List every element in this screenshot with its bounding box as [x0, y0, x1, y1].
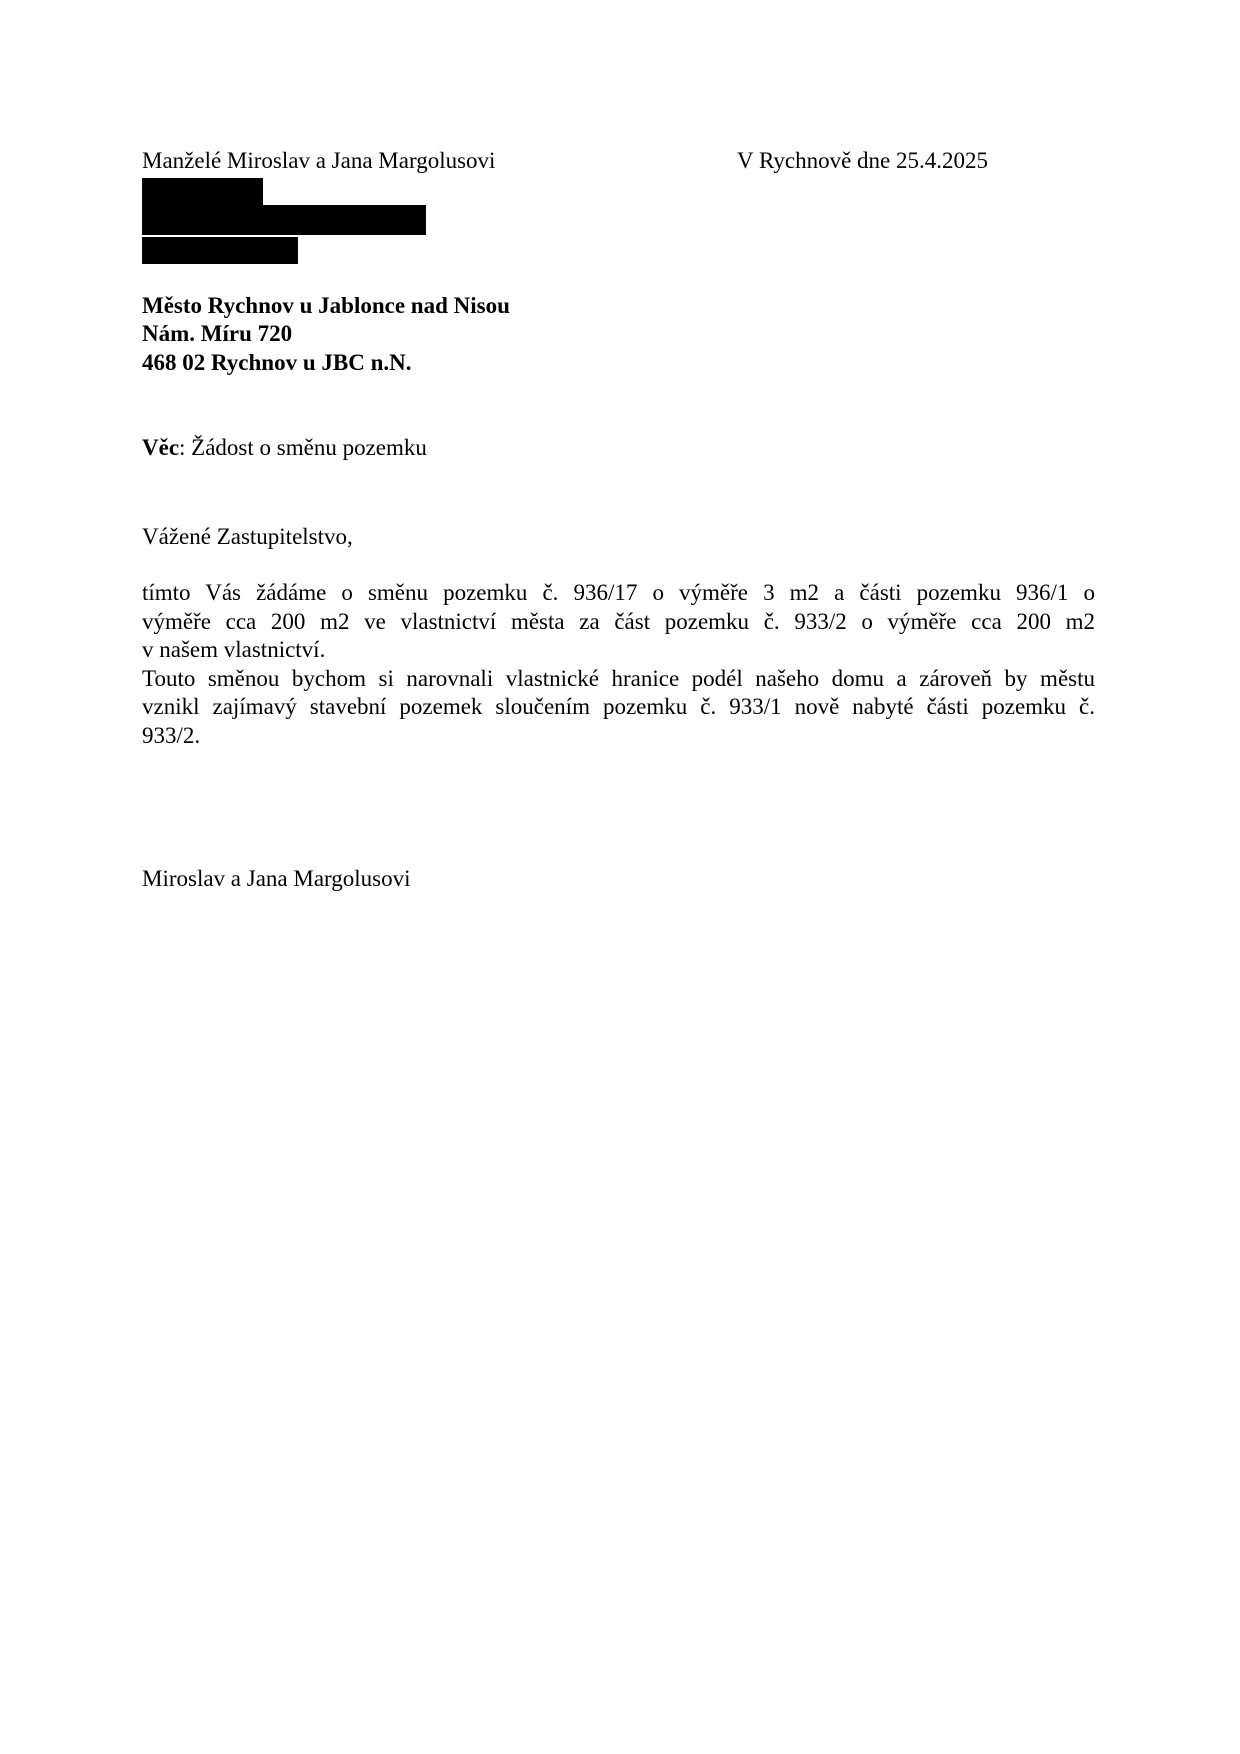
- body-line: vznikl zajímavý stavební pozemek sloučením pozemku č. 933/1 nově nabyté části pozemku č.: [142, 694, 1095, 719]
- subject-text: : Žádost o směnu pozemku: [179, 435, 427, 460]
- recipient-address: [142, 292, 1095, 378]
- recipient-city: 468 02 Rychnov u JBC n.N.: [142, 349, 412, 375]
- redaction-box: [142, 237, 298, 264]
- body-text: [142, 579, 1095, 750]
- recipient-street: Nám. Míru 720: [142, 321, 293, 346]
- letter-header: [142, 147, 1095, 176]
- body-line: výměře cca 200 m2 ve vlastnictví města za část pozemku č. 933/2 o výměře cca 200 m2: [142, 608, 1095, 634]
- subject-line: [142, 434, 1095, 463]
- body-line: Touto směnou bychom si narovnali vlastnické hranice podél našeho domu a zároveň by městu: [142, 665, 1095, 691]
- body-line: 933/2.: [142, 722, 201, 748]
- redaction-box: [142, 178, 263, 205]
- signature: Miroslav a Jana Margolusovi: [142, 866, 411, 891]
- recipient-name: Město Rychnov u Jablonce nad Nisou: [142, 292, 510, 318]
- redacted-address-block: [142, 178, 1095, 264]
- date-line: V Rychnově dne 25.4.2025: [737, 148, 988, 173]
- body-line: tímto Vás žádáme o směnu pozemku č. 936/17 o výměře 3 m2 a části pozemku 936/1 o: [142, 580, 1095, 605]
- salutation: Vážené Zastupitelstvo,: [142, 523, 353, 549]
- sender-name: Manželé Miroslav a Jana Margolusovi: [142, 148, 496, 173]
- body-line: v našem vlastnictví.: [142, 637, 326, 662]
- redaction-box: [142, 205, 426, 235]
- subject-label: Věc: [142, 435, 180, 460]
